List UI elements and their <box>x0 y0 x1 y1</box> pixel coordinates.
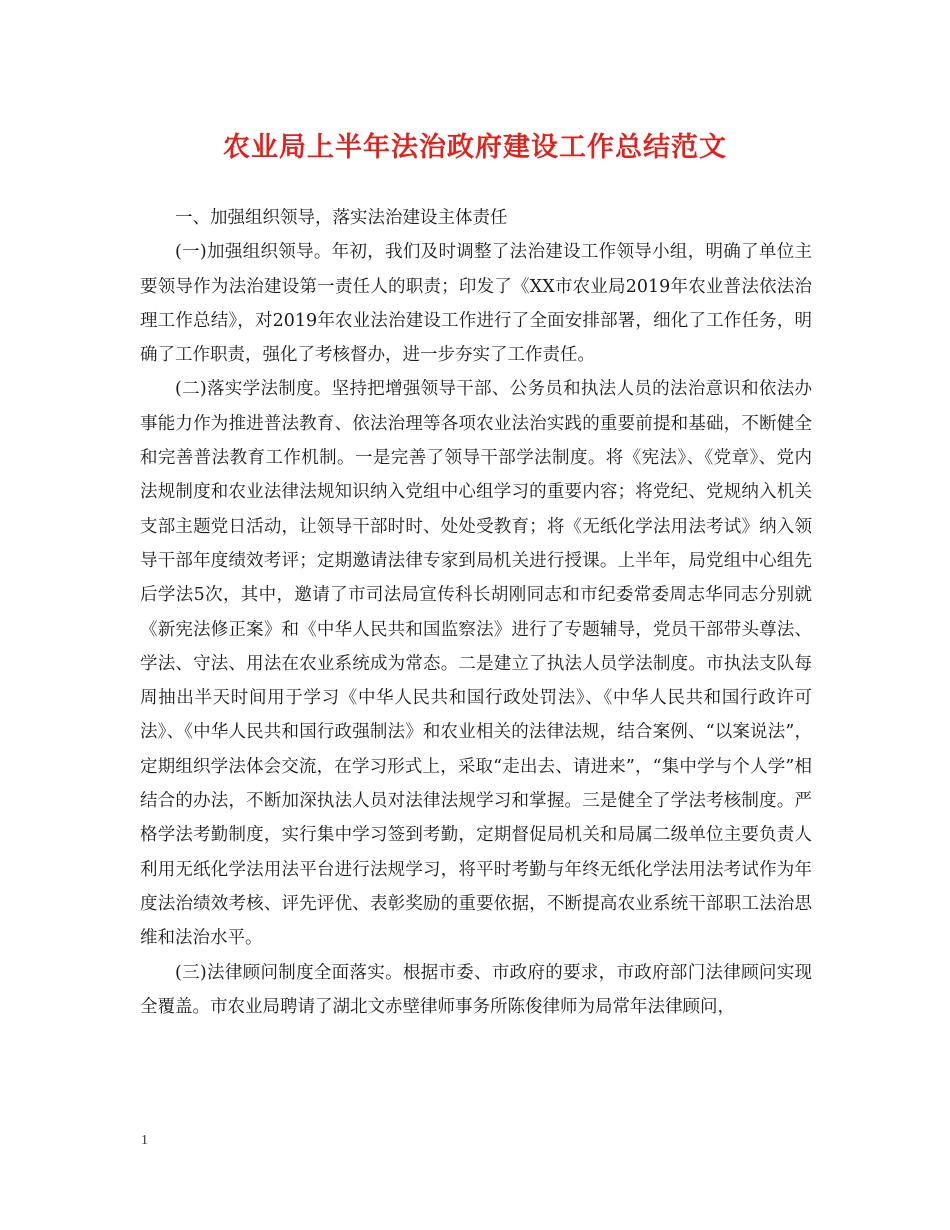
paragraph: (二)落实学法制度。坚持把增强领导干部、公务员和执法人员的法治意识和依法办事能力作为推进普法教育、依法治理等各项农业法治实践的重要前提和基础，不断健全和完善普法教育工作机制。一是完善了领导干部学法制度。将《宪法》、《党章》、党内法规制度和农业法律法规知识纳入党组中心组学习的重要内容；将党纪、党规纳入机关支部主题党日活动，让领导干部时时、处处受教育；将《无纸化学法用法考试》纳入领导干部年度绩效考评；定期邀请法律专家到局机关进行授课。上半年，局党组中心组先后学法5次，其中，邀请了市司法局宣传科长胡刚同志和市纪委常委周志华同志分别就《新宪法修正案》和《中华人民共和国监察法》进行了专题辅导，党员干部带头尊法、学法、守法、用法在农业系统成为常态。二是建立了执法人员学法制度。市执法支队每周抽出半天时间用于学习《中华人民共和国行政处罚法》、《中华人民共和国行政许可法》、《中华人民共和国行政强制法》和农业相关的法律法规，结合案例、“以案说法”，定期组织学法体会交流，在学习形式上，采取“走出去、请进来”，“集中学与个人学”相结合的办法，不断加深执法人员对法律法规学习和掌握。三是健全了学法考核制度。严格学法考勤制度，实行集中学习签到考勤，定期督促局机关和局属二级单位主要负责人利用无纸化学法用法平台进行法规学习，将平时考勤与年终无纸化学法用法考试作为年度法治绩效考核、评先评优、表彰奖励的重要依据，不断提高农业系统干部职工法治思维和法治水平。 <box>140 379 812 949</box>
section-heading: 一、加强组织领导，落实法治建设主体责任 <box>175 208 508 228</box>
paragraph: (三)法律顾问制度全面落实。根据市委、市政府的要求，市政府部门法律顾问实现全覆盖。市农业局聘请了湖北文赤壁律师事务所陈俊律师为局常年法律顾问， <box>140 962 812 1017</box>
document-body <box>140 201 812 1024</box>
paragraph: (一)加强组织领导。年初，我们及时调整了法治建设工作领导小组，明确了单位主要领导作为法治建设第一责任人的职责；印发了《XX市农业局2019年农业普法依法治理工作总结》，对2019年农业法治建设工作进行了全面安排部署，细化了工作任务，明确了工作职责，强化了考核督办，进一步夯实了工作责任。 <box>140 242 812 366</box>
document-title: 农业局上半年法治政府建设工作总结范文 <box>223 132 727 163</box>
page-number: 1 <box>141 1133 148 1148</box>
